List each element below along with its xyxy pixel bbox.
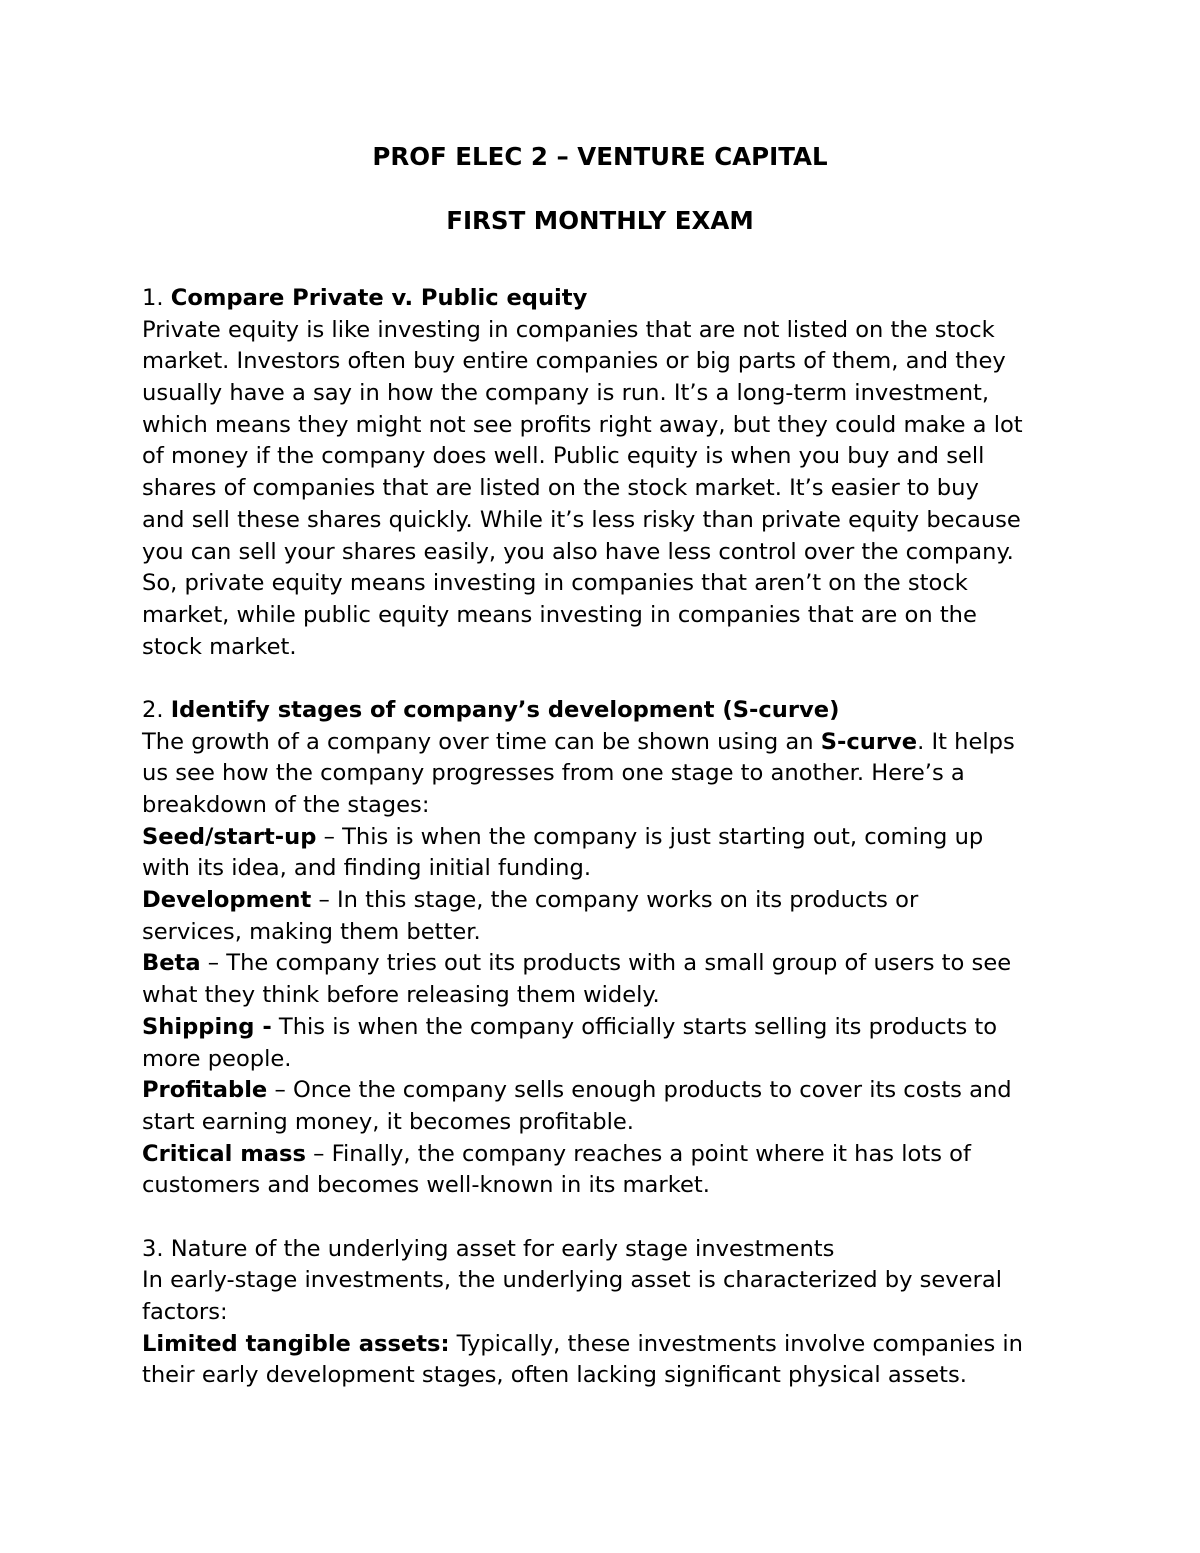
stage-description-cont: with its idea, and finding initial funding. [142,855,592,882]
stage-description: Once the company sells enough products to cover its costs and [292,1077,1012,1104]
q1-number: 1. [142,285,171,311]
q1-line: you can sell your shares easily, you also have less control over the company. [142,538,1014,565]
stage-description: The company tries out its products with a small group of users to see [226,950,1012,977]
stage-development [142,885,1062,917]
stage-term: Critical mass [142,1140,306,1167]
stage-separator: – [305,1140,332,1167]
stage-description-cont: what they think before releasing them widely. [142,982,660,1009]
stage-description: This is when the company officially starts selling its products to [278,1013,998,1040]
q1-line: stock market. [142,633,297,660]
q3-heading: 3. Nature of the underlying asset for early stage investments [142,1235,835,1262]
q2-heading [142,695,1062,727]
q1-heading [142,283,1062,315]
q2-intro-text: The growth of a company over time can be shown using an [142,728,821,755]
stage-separator [272,1014,279,1040]
document-body [142,283,1062,1392]
q3-intro-line: factors: [142,1299,228,1325]
stage-beta [142,948,1062,980]
stage-description: In this stage, the company works on its products or [337,887,919,914]
paragraph-gap [142,1202,1062,1234]
q3-item-cont: their early development stages, often lacking significant physical assets. [142,1362,967,1389]
stage-description-cont: services, making them better. [142,918,481,945]
q1-line: market, while public equity means investing in companies that are on the [142,601,977,628]
q1-line: So, private equity means investing in companies that aren’t on the stock [142,570,968,597]
q3-item [142,1329,1062,1361]
stage-critical-mass [142,1139,1062,1171]
q3-item-text: Typically, these investments involve companies in [449,1330,1023,1357]
stage-term: Shipping - [142,1013,272,1040]
stage-description-cont: customers and becomes well-known in its market. [142,1172,710,1199]
stage-term: Beta [142,950,201,977]
q2-intro-text: . It helps [917,728,1015,755]
stage-description-cont: more people. [142,1045,292,1072]
q1-line: which means they might not see profits right away, but they could make a lot [142,411,1023,438]
q2-intro-line: us see how the company progresses from one stage to another. Here’s a [142,760,965,787]
document-subtitle: FIRST MONTHLY EXAM [446,206,754,235]
stage-term: Development [142,887,312,914]
stage-term: Profitable [142,1077,268,1104]
q1-line: and sell these shares quickly. While it’s less risky than private equity because [142,506,1021,533]
q1-line: Private equity is like investing in companies that are not listed on the stock [142,316,995,343]
stage-description: This is when the company is just starting out, coming up [342,823,984,850]
q3-item-term: Limited tangible assets: [142,1330,450,1357]
stage-seed [142,822,1062,854]
stage-separator: – [311,887,337,914]
document-title: PROF ELEC 2 – VENTURE CAPITAL [372,142,828,171]
stage-profitable [142,1075,1062,1107]
stage-separator: – [267,1077,293,1104]
q2-intro-line [142,727,1062,759]
stage-separator: – [316,823,343,850]
stage-shipping [142,1012,1062,1044]
q1-line: market. Investors often buy entire companies or big parts of them, and they [142,348,1006,375]
q3-intro-line: In early-stage investments, the underlying asset is characterized by several [142,1267,1002,1294]
stage-term: Seed/start-up [142,823,317,850]
q1-line: shares of companies that are listed on the stock market. It’s easier to buy [142,475,979,502]
paragraph-gap [142,663,1062,695]
s-curve-term: S-curve [820,728,918,755]
q2-number: 2. [142,696,171,723]
q1-line: of money if the company does well. Public equity is when you buy and sell [142,443,985,470]
stage-description: Finally, the company reaches a point where it has lots of [331,1140,971,1167]
q1-heading-text: Compare Private v. Public equity [170,285,588,311]
stage-description-cont: start earning money, it becomes profitable. [142,1108,634,1135]
q2-heading-text: Identify stages of company’s development (S-curve) [170,696,840,723]
q2-intro-line: breakdown of the stages: [142,792,430,818]
q1-line: usually have a say in how the company is run. It’s a long-term investment, [142,380,990,407]
stage-separator: – [200,950,227,977]
